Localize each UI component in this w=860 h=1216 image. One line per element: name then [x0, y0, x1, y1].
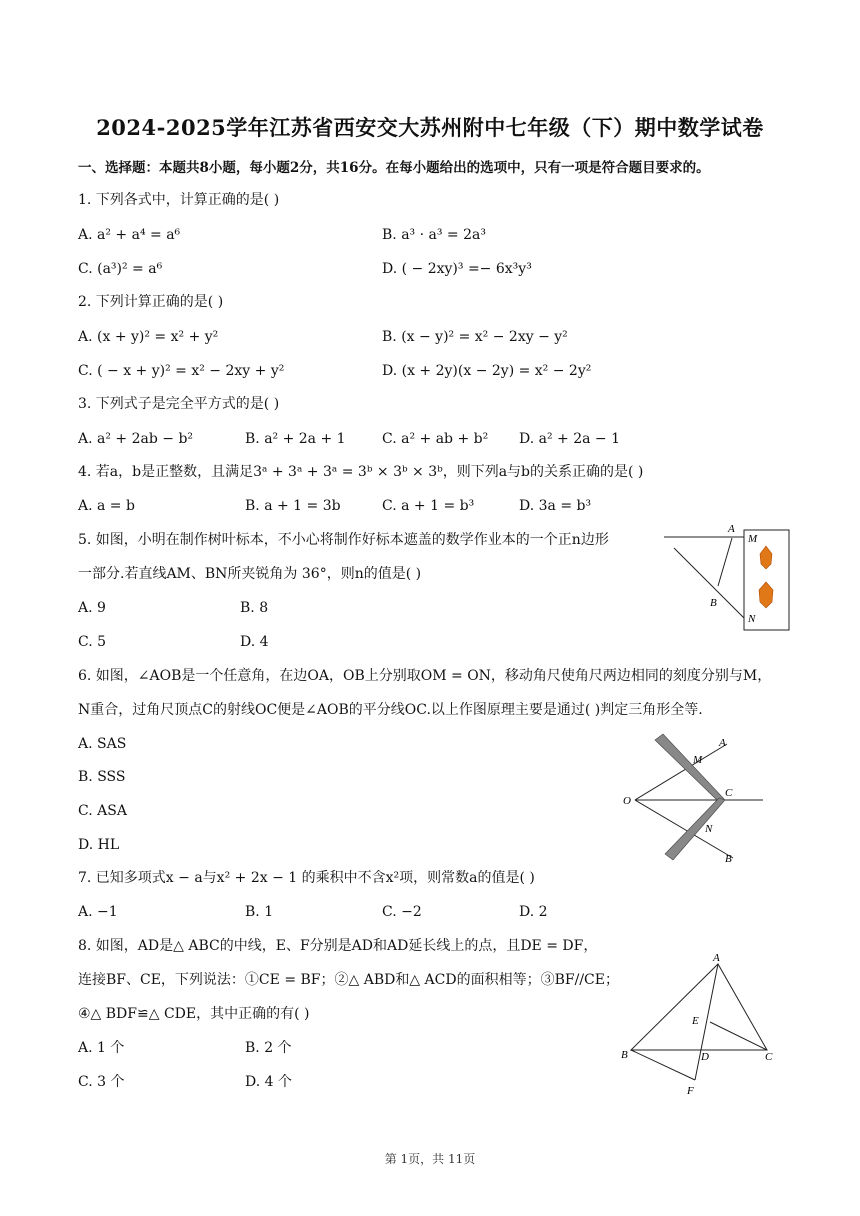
question-8-stem-line1: 8. 如图，AD是△ ABC的中线，E、F分别是AD和AD延长线上的点，且DE = DF，: [78, 938, 598, 954]
question-8-stem-line3: ④△ BDF≌△ CDE，其中正确的有( ): [78, 1006, 310, 1022]
q6-figure: [615, 728, 775, 868]
page-footer: 第 1页，共 11页: [384, 1152, 476, 1166]
q3-option-d: D. a² + 2a − 1: [519, 431, 621, 447]
q8-label-d: D: [701, 1051, 709, 1063]
page-title: 2024-2025学年江苏省西安交大苏州附中七年级（下）期中数学试卷: [96, 115, 764, 140]
q8-label-b: B: [621, 1049, 628, 1061]
question-8-stem-line2: 连接BF、CE，下列说法：①CE = BF；②△ ABD和△ ACD的面积相等；③BF//CE；: [78, 972, 619, 988]
q7-option-b: B. 1: [245, 904, 274, 920]
q2-option-d: D. (x + 2y)(x − 2y) = x² − 2y²: [382, 363, 592, 379]
q4-option-c: C. a + 1 = b³: [382, 498, 475, 514]
q4-option-a: A. a = b: [78, 498, 135, 514]
q6-option-b: B. SSS: [78, 769, 126, 785]
q8-label-e: E: [692, 1015, 699, 1027]
q3-option-b: B. a² + 2a + 1: [245, 431, 346, 447]
q2-option-a: A. (x + y)² = x² + y²: [78, 329, 219, 345]
q8-label-a: A: [713, 952, 720, 964]
q6-label-b: B: [725, 853, 732, 865]
q5-figure: [660, 524, 795, 636]
q2-option-b: B. (x − y)² = x² − 2xy − y²: [382, 329, 568, 345]
q1-option-c: C. (a³)² = a⁶: [78, 261, 163, 277]
q6-option-d: D. HL: [78, 837, 120, 853]
q5-option-d: D. 4: [240, 634, 269, 650]
q5-label-n: N: [748, 613, 756, 625]
section-heading: 一、选择题：本题共8小题，每小题2分，共16分。在每小题给出的选项中，只有一项是符合题目要求的。: [78, 160, 710, 176]
q6-label-n: N: [705, 823, 713, 835]
q7-option-c: C. −2: [382, 904, 422, 920]
q6-label-a: A: [719, 737, 726, 749]
q8-option-b: B. 2 个: [245, 1040, 292, 1056]
q8-figure: [615, 950, 790, 1100]
q6-label-o: O: [623, 795, 631, 807]
q7-option-d: D. 2: [519, 904, 548, 920]
question-1-stem: 1. 下列各式中，计算正确的是( ): [78, 192, 280, 208]
q5-label-m: M: [748, 533, 758, 545]
q5-option-c: C. 5: [78, 634, 107, 650]
question-3-stem: 3. 下列式子是完全平方式的是( ): [78, 396, 280, 412]
question-7-stem: 7. 已知多项式x − a与x² + 2x − 1 的乘积中不含x²项，则常数a的值是( ): [78, 870, 535, 886]
q3-option-a: A. a² + 2ab − b²: [78, 431, 194, 447]
q1-option-a: A. a² + a⁴ = a⁶: [78, 227, 181, 243]
question-2-stem: 2. 下列计算正确的是( ): [78, 294, 224, 310]
q1-option-b: B. a³ · a³ = 2a³: [382, 227, 486, 243]
question-6-stem-line2: N重合，过角尺顶点C的射线OC便是∠AOB的平分线OC.以上作图原理主要是通过( )判定三角形全等.: [78, 702, 703, 718]
q7-option-a: A. −1: [78, 904, 118, 920]
q8-option-c: C. 3 个: [78, 1074, 125, 1090]
q5-label-a: A: [728, 524, 735, 535]
q5-option-b: B. 8: [240, 600, 269, 616]
question-4-stem: 4. 若a，b是正整数，且满足3ᵃ + 3ᵃ + 3ᵃ = 3ᵇ × 3ᵇ × 3ᵇ，则下列a与b的关系正确的是( ): [78, 464, 644, 480]
q8-option-d: D. 4 个: [245, 1074, 292, 1090]
question-6-stem-line1: 6. 如图，∠AOB是一个任意角，在边OA，OB上分别取OM = ON，移动角尺使角尺两边相同的刻度分别与M，: [78, 668, 772, 684]
q6-label-m: M: [693, 754, 703, 766]
q8-label-f: F: [687, 1085, 694, 1097]
q2-option-c: C. ( − x + y)² = x² − 2xy + y²: [78, 363, 285, 379]
q4-option-b: B. a + 1 = 3b: [245, 498, 341, 514]
question-5-stem-line1: 5. 如图，小明在制作树叶标本，不小心将制作好标本遮盖的数学作业本的一个正n边形: [78, 532, 609, 548]
q6-option-a: A. SAS: [78, 736, 127, 752]
q4-option-d: D. 3a = b³: [519, 498, 592, 514]
q8-label-c: C: [765, 1051, 773, 1063]
q5-label-b: B: [710, 597, 717, 609]
q6-option-c: C. ASA: [78, 803, 127, 819]
q8-option-a: A. 1 个: [78, 1040, 125, 1056]
q1-option-d: D. ( − 2xy)³ =− 6x³y³: [382, 261, 532, 277]
q3-option-c: C. a² + ab + b²: [382, 431, 489, 447]
q5-option-a: A. 9: [78, 600, 106, 616]
q6-label-c: C: [725, 787, 733, 799]
question-5-stem-line2: 一部分.若直线AM、BN所夹锐角为 36°，则n的值是( ): [78, 566, 422, 582]
